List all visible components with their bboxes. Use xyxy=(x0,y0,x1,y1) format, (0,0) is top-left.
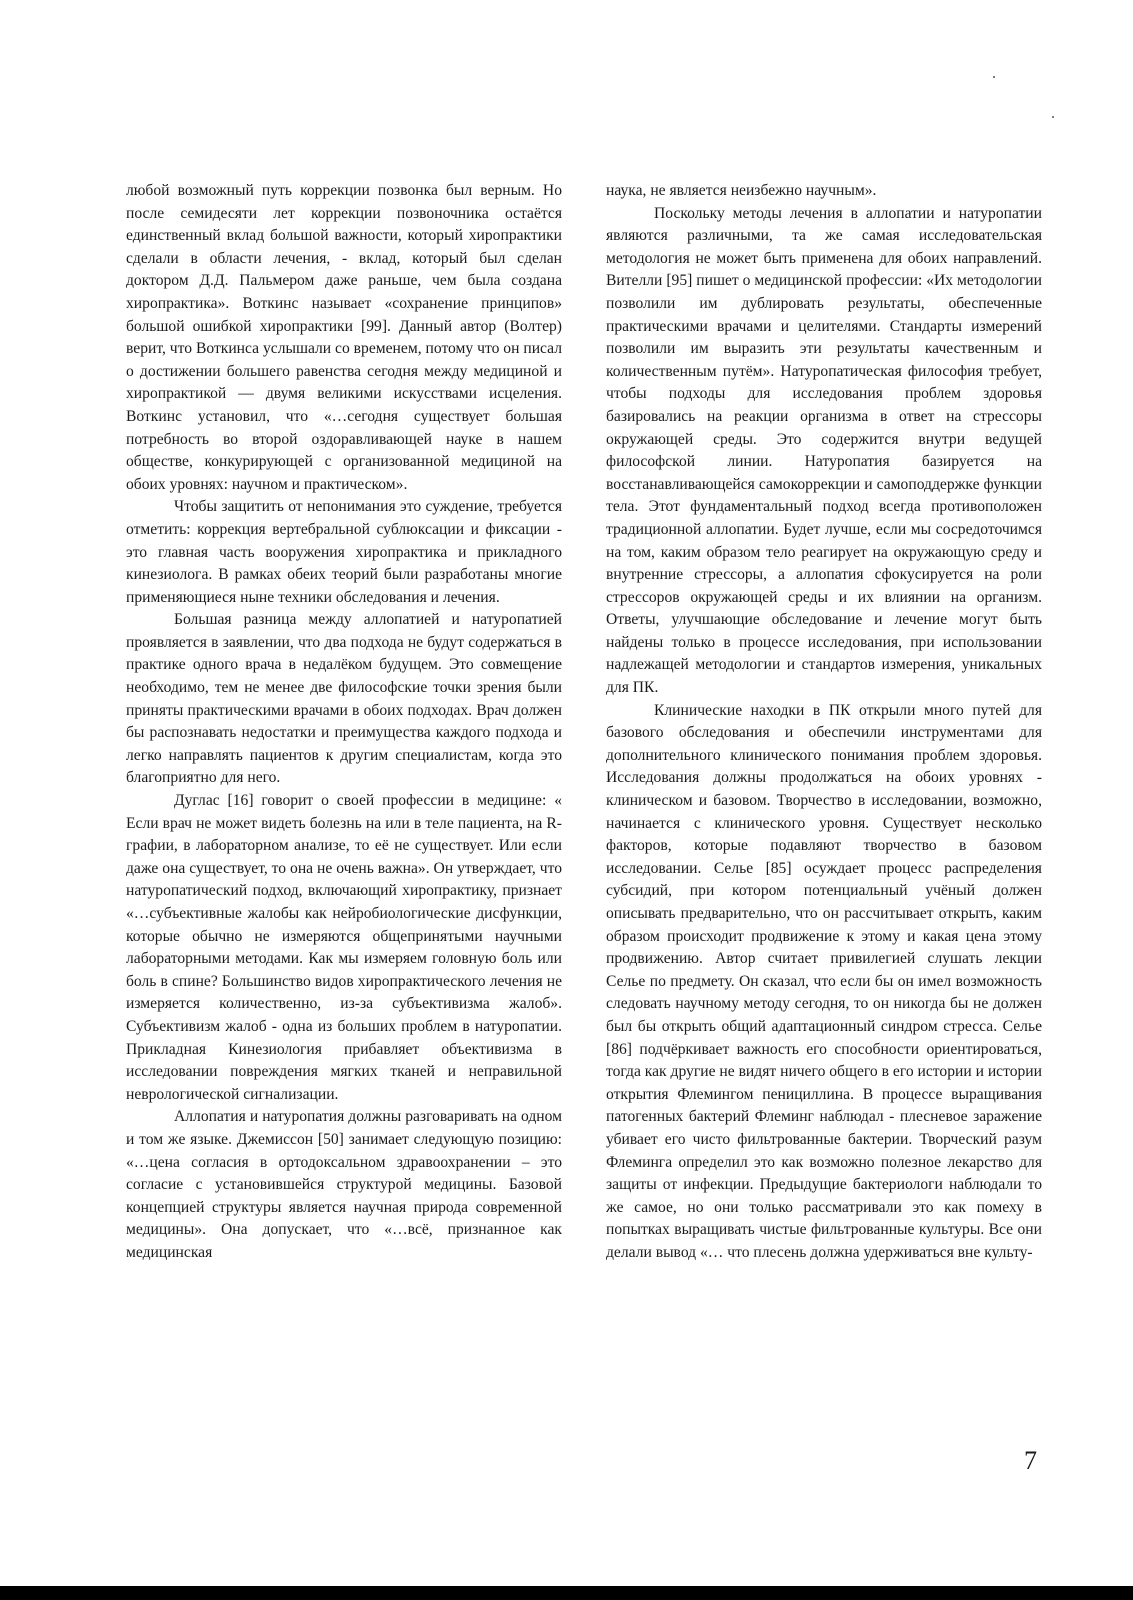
paragraph: Большая разница между аллопатией и натуропатией проявляется в заявлении, что два подхода не будут содержаться в практике одного врача в недалёком будущем. Это совмещение необходимо, тем не менее две философские точки зрения были приняты практическими врачами в обоих подходах. Врач должен бы распознавать недостатки и преимущества каждого подхода и легко направлять пациентов к другим специалистам, когда это благоприятно для него. xyxy=(126,611,562,787)
paragraph: Чтобы защитить от непонимания это суждение, требуется отметить: коррекция вертебральной сублюксации и фиксации - это главная часть вооружения хиропрактика и прикладного кинезиолога. В рамках обеих теорий были разработаны многие применяющиеся ныне техники обследования и лечения. xyxy=(126,498,562,606)
paragraph: Клинические находки в ПК открыли много путей для базового обследования и обеспечили инструментами для дополнительного клинического понимания проблем здоровья. Исследования должны продолжаться на обоих уровнях - клиническом и базовом. Творчество в исследовании, возможно, начинается с клинического уровня. Существует несколько факторов, которые подавляют творчество в базовом исследовании. Селье [85] осуждает процесс распределения субсидий, при котором потенциальный учёный должен описывать предварительно, что он рассчитывает открыть, каким образом происходит продвижение к этому и какая цена этому продвижению. Автор считает привилегией слушать лекции Селье по предмету. Он сказал, что если бы он имел возможность следовать научному методу сегодня, то он никогда бы не должен был бы открыть общий адаптационный синдром стресса. Селье [86] подчёркивает важность его способности ориентироваться, тогда как другие не видят ничего общего в его истории и истории открытия Флемингом пенициллина. В процессе выращивания патогенных бактерий Флеминг наблюдал - плесневое заражение убивает его чисто фильтрованные бактерии. Творческий разум Флеминга определил это как возможно полезное лекарство для защиты от инфекции. Предыдущие бактериологи наблюдали то же самое, но они только рассматривали это как помеху в попытках выращивать чистые фильтрованные культуры. Все они делали вывод «… что плесень должна удерживаться вне культу- xyxy=(606,701,1042,1261)
scan-speck xyxy=(993,76,995,78)
left-column xyxy=(126,180,562,1265)
paragraph: Дуглас [16] говорит о своей профессии в медицине: « Если врач не может видеть болезнь на или в теле пациента, на R-графии, в лабораторном анализе, то её не существует. Или если даже она существует, то она не очень важна». Он утверждает, что натуропатический подход, включающий хиропрактику, признает «…субъективные жалобы как нейробиологические дисфункции, которые обычно не измеряются общепринятыми научными лабораторными методами. Как мы измеряем головную боль или боль в спине? Большинство видов хиропрактического лечения не измеряется количественно, из-за субъективизма жалоб». Субъективизм жалоб - одна из больших проблем в натуропатии. Прикладная Кинезиология прибавляет объективизма в исследовании повреждения мягких тканей и неправильной неврологической сигнализации. xyxy=(126,792,562,1103)
scan-border xyxy=(0,1586,1133,1600)
right-column xyxy=(606,180,1042,1265)
paragraph: Поскольку методы лечения в аллопатии и натуропатии являются различными, та же самая исследовательская методология не может быть применена для обоих направлений. Вителли [95] пишет о медицинской профессии: «Их методологии позволили им дублировать результаты, обеспеченные практическими врачами и целителями. Стандарты измерений позволили им выразить эти результаты качественным и количественным путём». Натуропатическая философия требует, чтобы подходы для исследования проблем здоровья базировались на реакции организма в ответ на стрессоры окружающей среды. Это содержится внутри ведущей философской линии. Натуропатия базируется на восстанавливающейся самокоррекции и самоподдержке функции тела. Этот фундаментальный подход всегда противоположен традиционной аллопатии. Будет лучше, если мы сосредоточимся на том, каким образом тело реагирует на окружающую среду и внутренние стрессоры, а аллопатия сфокусируется на роли стрессоров окружающей среды и их влиянии на организм. Ответы, улучшающие обследование и лечение могут быть найдены только в процессе исследования, при использовании надлежащей методологии и стандартов измерения, уникальных для ПК. xyxy=(606,204,1042,697)
page-number: 7 xyxy=(1024,1446,1037,1475)
paragraph: Аллопатия и натуропатия должны разговаривать на одном и том же языке. Джемиссон [50] занимает следующую позицию: «…цена согласия в ортодоксальном здравоохранении – это согласие с установившейся структурой медицины. Базовой концепцией структуры является научная природа современной медицины». Она допускает, что «…всё, признанное как медицинская xyxy=(126,1108,562,1261)
paragraph: любой возможный путь коррекции позвонка был верным. Но после семидесяти лет коррекции позвоночника остаётся единственный вклад большой важности, который хиропрактики сделали в области лечения, - вклад, который был сделан доктором Д.Д. Пальмером даже раньше, чем была создана хиропрактика». Воткинс называет «сохранение принципов» большой ошибкой хиропрактики [99]. Данный автор (Волтер) верит, что Воткинса услышали со временем, потому что он писал о достижении большего равенства сегодня между медициной и хиропрактикой — двумя великими искусствами исцеления. Воткинс установил, что «…сегодня существует большая потребность во второй оздоравливающей науке в нашем обществе, конкурирующей с организованной медициной на обоих уровнях: научном и практическом». xyxy=(126,182,562,493)
paragraph: наука, не является неизбежно научным». xyxy=(606,182,877,199)
scan-speck xyxy=(1052,116,1054,118)
